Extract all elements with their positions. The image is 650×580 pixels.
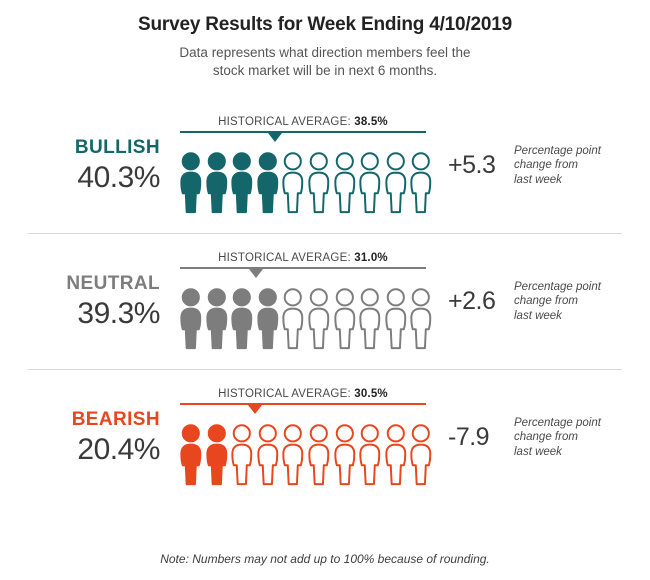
person-icon bbox=[306, 422, 332, 486]
person-icon bbox=[408, 422, 434, 486]
survey-row-neutral bbox=[0, 234, 650, 369]
person-icon bbox=[332, 150, 358, 214]
person-icon bbox=[280, 286, 306, 350]
person-icon bbox=[383, 422, 409, 486]
person-icon bbox=[332, 286, 358, 350]
person-icon bbox=[229, 422, 255, 486]
historical-average-marker bbox=[249, 269, 263, 278]
historical-average-marker bbox=[268, 133, 282, 142]
person-icon bbox=[280, 422, 306, 486]
change-description: Percentage point change from last week bbox=[514, 416, 601, 459]
change-value: +5.3 bbox=[448, 151, 496, 180]
person-icon bbox=[229, 286, 255, 350]
historical-average-line bbox=[180, 131, 426, 133]
historical-average-label: HISTORICAL AVERAGE: 31.0% bbox=[218, 252, 388, 265]
header bbox=[0, 0, 650, 80]
person-icon bbox=[408, 286, 434, 350]
page-title: Survey Results for Week Ending 4/10/2019 bbox=[138, 14, 512, 35]
page-subtitle bbox=[0, 44, 650, 80]
category-percent: 40.3% bbox=[77, 160, 160, 194]
category-percent: 20.4% bbox=[77, 432, 160, 466]
person-icon bbox=[178, 150, 204, 214]
historical-average-marker bbox=[248, 405, 262, 414]
person-icon bbox=[204, 150, 230, 214]
person-icon bbox=[383, 150, 409, 214]
person-icon-row bbox=[178, 282, 434, 350]
historical-average-label: HISTORICAL AVERAGE: 30.5% bbox=[218, 388, 388, 401]
person-icon bbox=[255, 286, 281, 350]
person-icon bbox=[383, 286, 409, 350]
person-icon bbox=[306, 286, 332, 350]
person-icon bbox=[204, 286, 230, 350]
person-icon bbox=[204, 422, 230, 486]
person-icon bbox=[178, 422, 204, 486]
category-name: NEUTRAL bbox=[66, 272, 160, 294]
change-description: Percentage point change from last week bbox=[514, 144, 601, 187]
person-icon bbox=[255, 422, 281, 486]
category-label-block bbox=[0, 273, 172, 331]
person-icon bbox=[408, 150, 434, 214]
person-icon bbox=[357, 150, 383, 214]
survey-row-bearish bbox=[0, 370, 650, 505]
subtitle-line-1: Data represents what direction members feel the bbox=[179, 45, 471, 60]
person-icon-row bbox=[178, 418, 434, 486]
person-icon bbox=[306, 150, 332, 214]
category-percent: 39.3% bbox=[77, 296, 160, 330]
survey-rows bbox=[0, 98, 650, 505]
row-inner bbox=[0, 370, 650, 505]
icon-chart bbox=[172, 98, 434, 233]
change-value: -7.9 bbox=[448, 423, 490, 452]
person-icon bbox=[357, 286, 383, 350]
change-block bbox=[434, 144, 650, 189]
historical-average-line bbox=[180, 403, 426, 405]
change-value: +2.6 bbox=[448, 287, 496, 316]
icon-chart bbox=[172, 234, 434, 369]
category-name: BULLISH bbox=[74, 136, 160, 158]
historical-average-label: HISTORICAL AVERAGE: 38.5% bbox=[218, 116, 388, 129]
person-icon bbox=[280, 150, 306, 214]
survey-row-bullish bbox=[0, 98, 650, 233]
category-label-block bbox=[0, 409, 172, 467]
footnote: Note: Numbers may not add up to 100% because of rounding. bbox=[160, 552, 490, 566]
person-icon bbox=[357, 422, 383, 486]
historical-average-line bbox=[180, 267, 426, 269]
icon-chart bbox=[172, 370, 434, 505]
row-inner bbox=[0, 98, 650, 233]
category-name: BEARISH bbox=[71, 408, 160, 430]
person-icon bbox=[229, 150, 255, 214]
person-icon bbox=[255, 150, 281, 214]
change-description: Percentage point change from last week bbox=[514, 280, 601, 323]
category-label-block bbox=[0, 137, 172, 195]
change-block bbox=[434, 280, 650, 325]
person-icon bbox=[178, 286, 204, 350]
person-icon-row bbox=[178, 146, 434, 214]
subtitle-line-2: stock market will be in next 6 months. bbox=[212, 63, 438, 79]
row-inner bbox=[0, 234, 650, 369]
person-icon bbox=[332, 422, 358, 486]
change-block bbox=[434, 416, 650, 461]
